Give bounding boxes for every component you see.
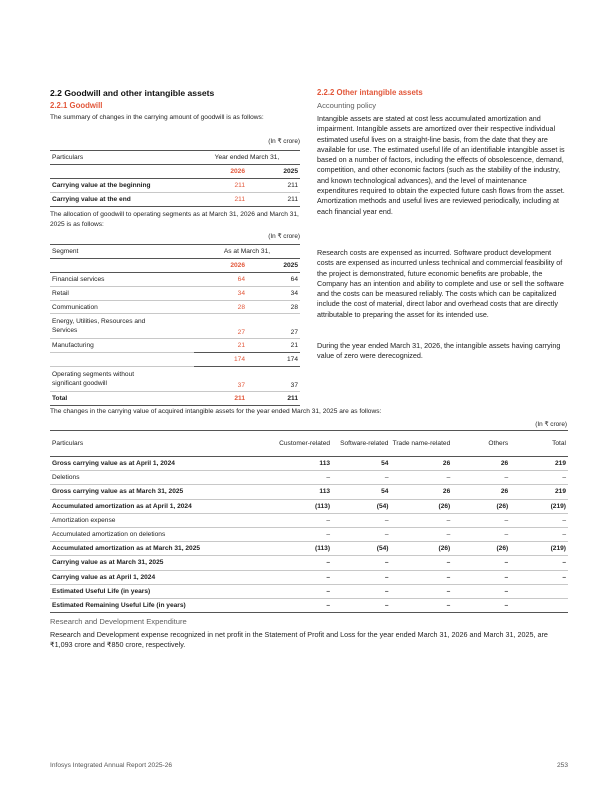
row-label: Carrying value as at April 1, 2024 [50, 570, 273, 584]
cell-current: 211 [234, 181, 245, 189]
header-row [50, 431, 568, 457]
cell-value: – [390, 570, 452, 584]
report-name: Infosys Integrated Annual Report 2025-26 [50, 762, 173, 769]
cell-value: (54) [332, 542, 390, 556]
total-row [50, 392, 300, 406]
col-particulars: Particulars [52, 153, 84, 161]
row-label: Accumulated amortization on deletions [50, 527, 273, 541]
cell-value: – [452, 598, 510, 612]
cell-value: – [510, 527, 568, 541]
policy-paragraph-3: During the year ended March 31, 2026, the intangible assets having carrying value of zero were derecognized. [317, 341, 561, 361]
cell-value: (219) [510, 499, 568, 513]
cell-value: – [390, 598, 452, 612]
cell-value: – [273, 471, 332, 485]
row-label: Carrying value at the beginning [52, 181, 151, 189]
cell-value: 219 [510, 485, 568, 499]
row-label: Operating segments without significant goodwill [52, 370, 135, 388]
col-total: Total [552, 440, 566, 447]
table-row [50, 485, 568, 499]
cell-value: 26 [390, 485, 452, 499]
cell-value: – [273, 570, 332, 584]
cell-value: – [332, 570, 390, 584]
year-prior: 2025 [283, 167, 298, 175]
cell-current: 37 [237, 382, 245, 390]
unit-label-2: (In ₹ crore) [268, 233, 300, 240]
cell-prior: 28 [290, 303, 298, 311]
goodwill-intro: The summary of changes in the carrying amount of goodwill is as follows: [50, 114, 264, 121]
row-label: Amortization expense [50, 513, 273, 527]
col-group: As at March 31, [223, 247, 271, 255]
cell-prior: 27 [290, 329, 298, 337]
unit-label-1: (In ₹ crore) [268, 138, 300, 145]
cell-prior: 34 [290, 289, 298, 297]
cell-value: – [332, 471, 390, 485]
cell-value: 113 [273, 457, 332, 471]
cell-value: 26 [390, 457, 452, 471]
cell-prior: 37 [290, 382, 298, 390]
intangibles-subtitle: 2.2.2 Other intangible assets [317, 88, 423, 97]
cell-value: – [452, 527, 510, 541]
col-particulars: Particulars [52, 440, 84, 447]
cell-value: 113 [273, 485, 332, 499]
table-row [50, 272, 300, 286]
table-row [50, 513, 568, 527]
cell-value [510, 598, 568, 612]
cell-value: – [273, 527, 332, 541]
cell-current: 21 [237, 342, 245, 350]
cell-current: 211 [234, 395, 245, 403]
table-row [50, 527, 568, 541]
cell-value: 54 [332, 457, 390, 471]
cell-value: – [452, 584, 510, 598]
row-label: Deletions [50, 471, 273, 485]
cell-value: – [332, 513, 390, 527]
cell-value: – [273, 556, 332, 570]
cell-current: 28 [237, 303, 245, 311]
cell-value: – [273, 584, 332, 598]
table-row [50, 499, 568, 513]
rd-title: Research and Development Expenditure [50, 617, 187, 626]
cell-value: – [332, 584, 390, 598]
cell-current: 174 [194, 353, 247, 367]
cell-value: – [510, 570, 568, 584]
table-row [50, 556, 568, 570]
row-label: Total [52, 395, 68, 403]
cell-value: – [452, 570, 510, 584]
section-title: 2.2 Goodwill and other intangible assets [50, 88, 215, 98]
cell-value: – [452, 513, 510, 527]
cell-value: (219) [510, 542, 568, 556]
cell-value: 26 [452, 457, 510, 471]
policy-title: Accounting policy [317, 101, 377, 110]
cell-prior: 174 [247, 353, 300, 367]
table-row [50, 367, 300, 392]
cell-value: – [273, 513, 332, 527]
col-segment: Segment [52, 247, 79, 255]
row-label: Retail [52, 289, 69, 297]
row-label: Communication [52, 303, 98, 311]
cell-value: (54) [332, 499, 390, 513]
row-label: Energy, Utilities, Resources and Services [52, 317, 146, 335]
table-row [50, 178, 300, 192]
cell-value: – [510, 513, 568, 527]
col-trade-name: Trade name-related [392, 440, 451, 447]
policy-paragraph-1: Intangible assets are stated at cost less accumulated amortization and impairment. Intangible assets are amortized over their respective individual estimated useful lives on a straight-line basis, from the date that they are available for use. The estimated useful life of an identifiable intangible asset is based on a number of factors, including the effects of obsolescence, demand, competition, and other economic factors (such as the stability of the industry, and known technological advances), and the level of maintenance expenditures required to obtain the expected future cash flows from the asset. Amortization methods and useful lives are reviewed periodically, including at each financial year end. [317, 114, 565, 216]
cell-current: 64 [237, 275, 245, 283]
col-software: Software-related [340, 440, 389, 447]
intangibles-table [50, 430, 568, 613]
col-customer: Customer-related [279, 440, 331, 447]
cell-value: – [332, 527, 390, 541]
cell-value: – [273, 598, 332, 612]
table-row [50, 457, 568, 471]
subtotal-row [50, 353, 300, 367]
cell-current: 27 [237, 329, 245, 337]
table-row [50, 192, 300, 206]
table-row [50, 300, 300, 314]
cell-value: (26) [390, 542, 452, 556]
cell-value: (26) [452, 542, 510, 556]
cell-current: 34 [237, 289, 245, 297]
cell-value: – [332, 556, 390, 570]
row-label: Manufacturing [52, 342, 94, 350]
table-row [50, 542, 568, 556]
cell-value [510, 584, 568, 598]
table-row [50, 471, 568, 485]
cell-value: – [510, 471, 568, 485]
cell-value: – [332, 598, 390, 612]
table-row [50, 314, 300, 339]
cell-value: – [452, 556, 510, 570]
cell-prior: 211 [287, 181, 298, 189]
cell-prior: 211 [287, 395, 298, 403]
cell-current: 211 [234, 195, 245, 203]
row-label: Accumulated amortization as at March 31, 2025 [50, 542, 273, 556]
year-current: 2026 [230, 167, 245, 175]
cell-value: – [390, 527, 452, 541]
table-row [50, 584, 568, 598]
cell-prior: 64 [290, 275, 298, 283]
table-row [50, 598, 568, 612]
cell-prior: 211 [287, 195, 298, 203]
row-label: Estimated Remaining Useful Life (in years) [50, 598, 273, 612]
allocation-text: The allocation of goodwill to operating segments as at March 31, 2026 and March 31, 2025 is as follows: [50, 211, 299, 228]
cell-value: – [390, 556, 452, 570]
cell-value: (113) [273, 499, 332, 513]
cell-value: (26) [452, 499, 510, 513]
policy-paragraph-2: Research costs are expensed as incurred. Software product development costs are expensed as incurred unless technical and commercial feasibility of the project is demonstrated, future economic benefits are probable, the Company has an intention and ability to complete and use or sell the software and the costs can be measured reliably. The costs which can be capitalized include the cost of material, direct labor and overhead costs that are directly attributable to preparing the asset for its intended use. [317, 248, 564, 319]
table-row [50, 286, 300, 300]
goodwill-table [50, 150, 300, 207]
row-label: Gross carrying value as at April 1, 2024 [50, 457, 273, 471]
cell-value: (113) [273, 542, 332, 556]
cell-value: – [390, 513, 452, 527]
rd-text: Research and Development expense recognized in net profit in the Statement of Profit and Loss for the year ended March 31, 2026 and March 31, 2025, are ₹1,093 crore and ₹850 crore, respectively. [50, 630, 548, 650]
cell-value: – [452, 471, 510, 485]
row-label: Carrying value at the end [52, 195, 131, 203]
unit-label-3: (In ₹ crore) [535, 421, 567, 428]
row-label: Gross carrying value as at March 31, 2025 [50, 485, 273, 499]
cell-value: (26) [390, 499, 452, 513]
row-label: Estimated Useful Life (in years) [50, 584, 273, 598]
cell-value: 54 [332, 485, 390, 499]
row-label: Financial services [52, 275, 105, 283]
cell-value: 26 [452, 485, 510, 499]
goodwill-subtitle: 2.2.1 Goodwill [50, 101, 103, 110]
cell-value: – [510, 556, 568, 570]
cell-prior: 21 [290, 342, 298, 350]
year-current: 2026 [230, 261, 245, 269]
year-prior: 2025 [283, 261, 298, 269]
cell-value: – [390, 471, 452, 485]
cell-value: 219 [510, 457, 568, 471]
col-group: Year ended March 31, [214, 153, 280, 161]
wide-intro: The changes in the carrying value of acquired intangible assets for the year ended March 31, 2025 are as follows: [50, 408, 382, 415]
row-label: Carrying value as at March 31, 2025 [50, 556, 273, 570]
page-number: 253 [556, 762, 568, 769]
segment-table [50, 244, 300, 406]
cell-value: – [390, 584, 452, 598]
row-label: Accumulated amortization as at April 1, 2024 [50, 499, 273, 513]
table-row [50, 570, 568, 584]
table-row [50, 339, 300, 353]
col-others: Others [488, 440, 509, 447]
